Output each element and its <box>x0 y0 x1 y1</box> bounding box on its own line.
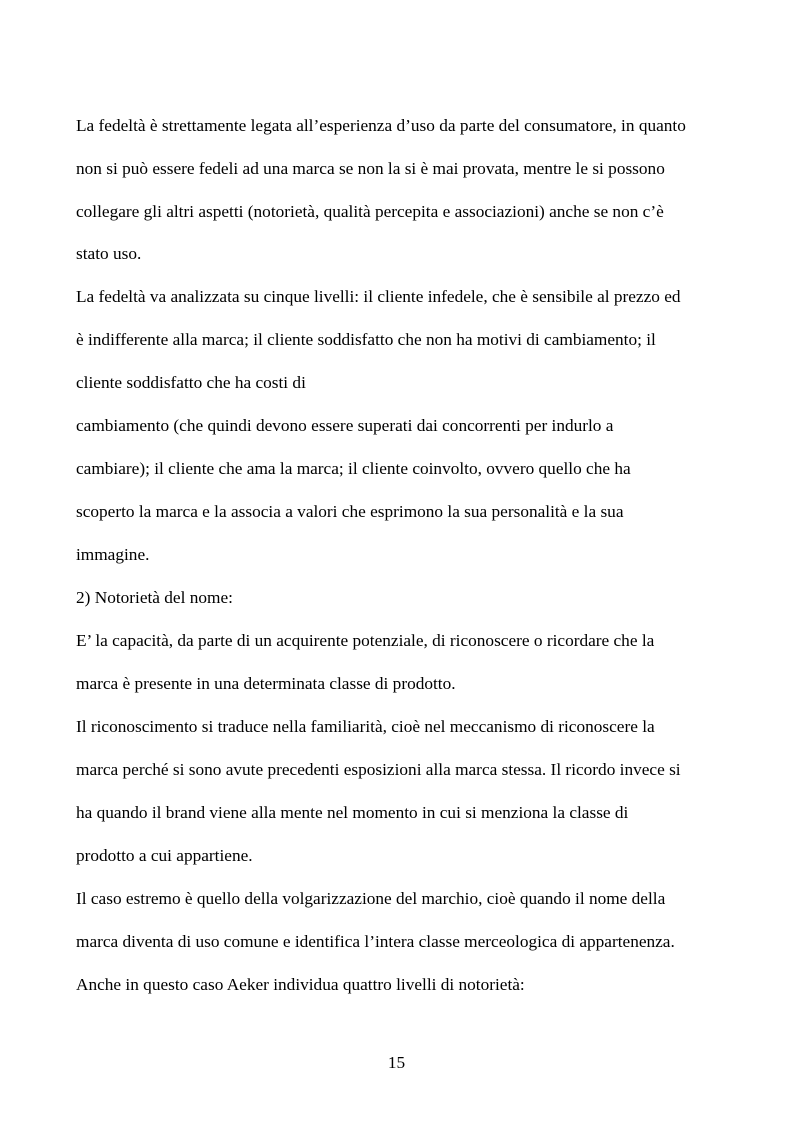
text-line: E’ la capacità, da parte di un acquirente potenziale, di riconoscere o ricordare che la <box>76 631 655 650</box>
page-number: 15 <box>387 1053 406 1072</box>
section-heading: 2) Notorietà del nome: <box>76 588 233 607</box>
text-line: Il caso estremo è quello della volgarizzazione del marchio, cioè quando il nome della <box>76 889 666 908</box>
text-line: cambiamento (che quindi devono essere superati dai concorrenti per indurlo a <box>76 416 614 435</box>
text-line: immagine. <box>76 545 150 564</box>
text-line: stato uso. <box>76 244 142 263</box>
text-line: è indifferente alla marca; il cliente soddisfatto che non ha motivi di cambiamento; il <box>76 330 656 349</box>
text-line: Il riconoscimento si traduce nella familiarità, cioè nel meccanismo di riconoscere la <box>76 717 655 736</box>
text-line: marca diventa di uso comune e identifica l’intera classe merceologica di appartenenza. <box>76 932 675 951</box>
text-line: marca è presente in una determinata classe di prodotto. <box>76 674 456 693</box>
text-line: cliente soddisfatto che ha costi di <box>76 373 306 392</box>
text-line: non si può essere fedeli ad una marca se non la si è mai provata, mentre le si possono <box>76 159 665 178</box>
text-line: ha quando il brand viene alla mente nel momento in cui si menziona la classe di <box>76 803 629 822</box>
text-line: collegare gli altri aspetti (notorietà, qualità percepita e associazioni) anche se non c’è <box>76 202 664 221</box>
text-line: La fedeltà va analizzata su cinque livelli: il cliente infedele, che è sensibile al prezzo ed <box>76 287 681 306</box>
text-line: prodotto a cui appartiene. <box>76 846 253 865</box>
text-line: marca perché si sono avute precedenti esposizioni alla marca stessa. Il ricordo invece si <box>76 760 681 779</box>
text-line: La fedeltà è strettamente legata all’esperienza d’uso da parte del consumatore, in quanto <box>76 116 686 135</box>
text-line: cambiare); il cliente che ama la marca; il cliente coinvolto, ovvero quello che ha <box>76 459 631 478</box>
text-line: scoperto la marca e la associa a valori che esprimono la sua personalità e la sua <box>76 502 624 521</box>
text-line: Anche in questo caso Aeker individua quattro livelli di notorietà: <box>76 975 525 994</box>
